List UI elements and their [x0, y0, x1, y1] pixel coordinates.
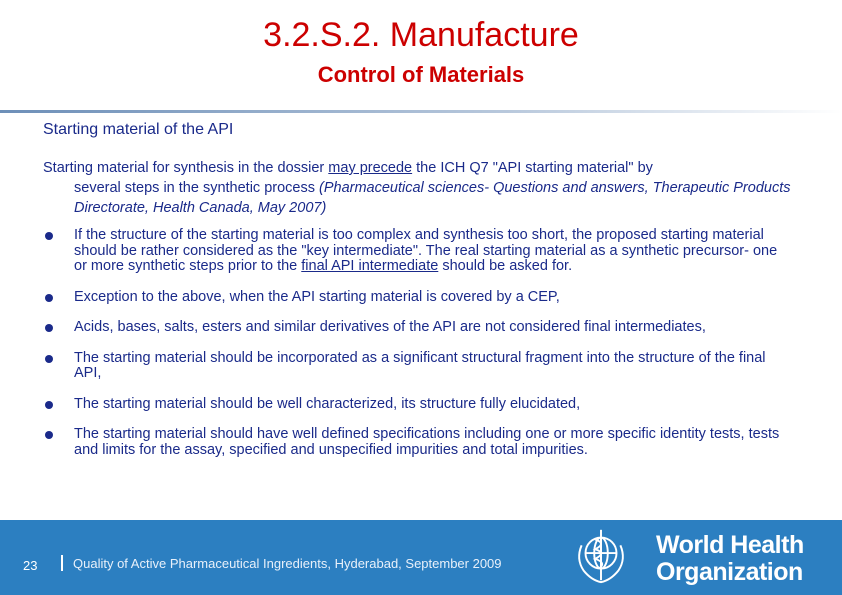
bullet-icon	[45, 431, 53, 439]
page-title: 3.2.S.2. Manufacture	[263, 16, 579, 54]
who-emblem-icon	[570, 524, 632, 586]
bullet-icon	[45, 401, 53, 409]
intro-underlined: may precede	[328, 160, 413, 176]
bullet-icon	[45, 355, 53, 363]
list-item	[43, 351, 783, 382]
organization-name	[656, 532, 804, 586]
bullet-text: The starting material should have well defined specifications including one or more specific identity tests, tests and limits for the assay, specified and unspecified impurities and total impurities.	[74, 426, 780, 458]
intro-text-1: Starting material for synthesis in the dossier	[43, 160, 329, 176]
list-item	[43, 228, 783, 275]
bullet-text: If the structure of the starting material is too complex and synthesis too short, the proposed starting material should be rather considered as the "key intermediate". The real starting material as a synthetic precursor- one or more synthetic steps prior to the	[74, 227, 778, 274]
org-line-1: World Health	[656, 531, 804, 559]
bullet-text: Exception to the above, when the API starting material is covered by a CEP,	[74, 288, 560, 305]
list-item	[43, 320, 783, 336]
list-item	[43, 427, 783, 458]
bullet-text: The starting material should be well characterized, its structure fully elucidated,	[74, 395, 581, 412]
list-item	[43, 290, 783, 306]
bullet-icon	[45, 324, 53, 332]
org-line-2: Organization	[656, 558, 803, 586]
list-item	[43, 397, 783, 413]
bullet-underlined: final API intermediate	[301, 258, 439, 274]
page-subtitle: Control of Materials	[317, 62, 525, 87]
bullet-icon	[45, 232, 53, 240]
bullet-text-end: should be asked for.	[438, 258, 573, 274]
intro-paragraph	[43, 158, 803, 218]
bullet-list	[43, 228, 783, 473]
intro-text-2: the ICH Q7 "API starting material" by	[412, 160, 653, 176]
footer-separator	[61, 555, 63, 571]
section-heading: Starting material of the API	[43, 121, 234, 138]
intro-reference: (Pharmaceutical sciences- Questions and answers, Therapeutic Products Directorate, Health Canada, May 2007)	[74, 180, 791, 216]
bullet-text: The starting material should be incorporated as a significant structural fragment into the structure of the final API,	[74, 349, 766, 381]
bullet-text: Acids, bases, salts, esters and similar derivatives of the API are not considered final intermediates,	[74, 319, 706, 335]
bullet-icon	[45, 294, 53, 302]
footer-bar	[0, 520, 842, 595]
intro-continuation	[43, 178, 803, 218]
intro-line-2: several steps in the synthetic process	[74, 180, 320, 196]
header-divider	[0, 110, 842, 113]
footer-text: Quality of Active Pharmaceutical Ingredients, Hyderabad, September 2009	[73, 556, 502, 571]
page-number: 23	[23, 558, 38, 573]
